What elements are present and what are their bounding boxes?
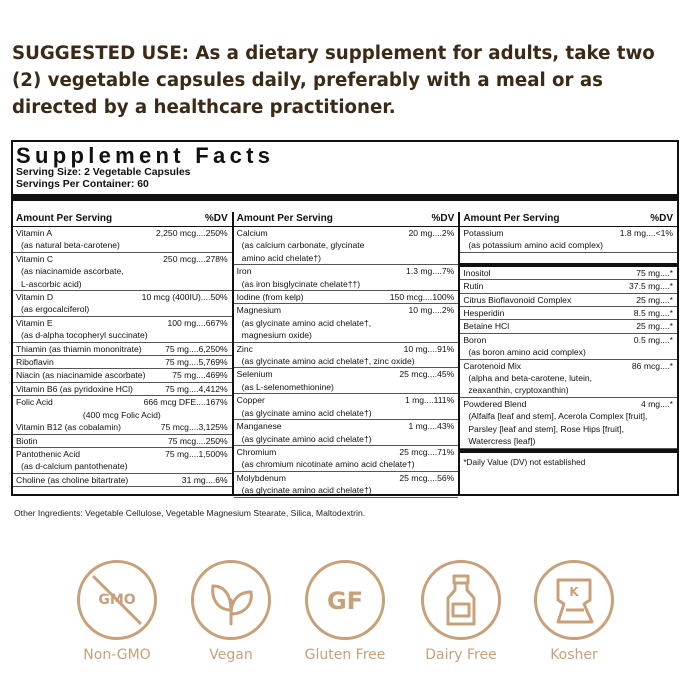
nutrient-source: L-ascorbic acid) <box>13 278 232 291</box>
nutrient-name: Pantothenic Acid <box>16 448 81 459</box>
nutrient-amount: 1 mg <box>408 421 428 432</box>
supplement-facts-panel <box>11 140 679 496</box>
nutrient-source: Parsley [leaf and stem], Rose Hips [fruit], <box>468 423 625 434</box>
nutrient-dv: 0.5 mg....* <box>633 334 673 345</box>
badge-kosher: K Kosher <box>529 560 619 663</box>
nutrient-dv: 2,250 mcg....250% <box>155 228 228 238</box>
nutrient-row <box>13 356 232 369</box>
leader-dots: .... <box>196 435 206 446</box>
nutrient-name: Boron <box>463 334 487 345</box>
leader-dots: .... <box>196 370 206 381</box>
nutrient-dv: 1 mg....43% <box>408 421 455 432</box>
column-header: Amount Per Serving %DV <box>460 212 677 227</box>
nutrient-dv: 75 mg....6,250% <box>165 343 228 354</box>
facts-title: Supplement Facts <box>16 143 275 168</box>
no-gmo-icon: GMO <box>77 560 157 640</box>
nutrient-name: Zinc <box>236 343 253 354</box>
leader-dots: .... <box>188 448 199 459</box>
nutrient-dv: 37.5 mg....* <box>629 281 673 292</box>
nutrient-row <box>460 227 677 239</box>
nutrient-source: (Alfalfa [leaf and stem], Acerola Complex [fruit], <box>468 411 648 422</box>
nutrient-row <box>234 446 459 458</box>
nutrient-source: (as glycinate amino acid chelate†, <box>241 317 372 328</box>
nutrient-source: (as niacinamide ascorbate, <box>21 266 124 277</box>
leader-dots: .... <box>427 472 438 483</box>
nutrient-note: (400 mcg Folic Acid) <box>82 409 161 420</box>
nutrient-source: (as d-calcium pantothenate) <box>13 460 232 473</box>
nutrient-row <box>234 304 459 316</box>
nutrient-dv: 25 mg....* <box>636 294 673 305</box>
nutrient-source: (alpha and beta-carotene, lutein, <box>468 373 593 384</box>
leader-dots: .... <box>188 343 199 354</box>
servings-per-container: Servings Per Container: 60 <box>16 179 149 190</box>
leader-dots: .... <box>645 228 656 238</box>
nutrient-name: Manganese <box>236 421 282 432</box>
leader-dots: .... <box>200 292 211 303</box>
nutrient-row <box>13 435 232 448</box>
nutrient-amount: 0.5 mg <box>633 334 661 345</box>
leaf-icon <box>191 560 271 640</box>
daily-value-footnote: *Daily Value (DV) not established <box>463 456 586 467</box>
nutrient-row <box>460 280 677 293</box>
nutrient-row <box>234 394 459 406</box>
nutrient-amount: 25 mcg <box>399 472 428 483</box>
nutrient-source: magnesium oxide) <box>234 329 459 342</box>
nutrient-name: Molybdenum <box>236 472 286 483</box>
nutrient-row <box>13 383 232 396</box>
nutrient-source: amino acid chelate†) <box>234 252 459 265</box>
nutrient-dv: 86 mcg....* <box>631 360 673 371</box>
nutrient-dv: 75 mcg....3,125% <box>160 422 228 433</box>
nutrient-row <box>13 448 232 460</box>
nutrient-dv: 75 mg....4,412% <box>165 383 228 394</box>
nutrient-dv: 1 mg....111% <box>404 395 455 406</box>
nutrient-row <box>234 265 459 277</box>
nutrient-source: (as chromium nicotinate amino acid chelate†) <box>234 458 459 471</box>
nutrient-source: zeaxanthin, cryptoxanthin) <box>460 384 677 397</box>
badge-row <box>0 560 690 680</box>
nutrient-dv: 25 mcg....45% <box>399 369 455 380</box>
nutrient-name: Potassium <box>463 228 504 238</box>
leader-dots: .... <box>188 357 199 368</box>
nutrient-amount: 75 mg <box>165 357 189 368</box>
nutrient-source: (as glycinate amino acid chelate†) <box>234 484 459 497</box>
nutrient-row <box>234 343 459 355</box>
nutrient-dv: 1.8 mg....<1% <box>619 228 673 238</box>
nutrient-row <box>13 227 232 239</box>
nutrient-amount: 2,250 mcg <box>155 228 197 238</box>
nutrient-dv: 31 mg....6% <box>181 474 228 485</box>
nutrient-amount: 31 mg <box>181 474 206 485</box>
nutrient-source: (as ergocalciferol) <box>13 303 232 316</box>
nutrient-dv: 75 mg....* <box>636 267 673 278</box>
nutrient-row <box>13 343 232 356</box>
nutrient-amount: 25 mcg <box>399 446 428 457</box>
nutrient-row <box>460 360 677 372</box>
leader-dots: .... <box>660 281 670 292</box>
nutrient-source: (as natural beta-carotene) <box>13 239 232 252</box>
nutrient-dv: 1.3 mg....7% <box>406 266 455 277</box>
nutrient-source: (as potassium amino acid complex) <box>460 239 677 252</box>
leader-dots: .... <box>196 397 206 408</box>
thick-divider <box>13 194 677 201</box>
nutrient-amount: 75 mg <box>172 370 197 381</box>
nutrient-amount: 1.3 mg <box>406 266 433 277</box>
nutrient-source: Watercress [leaf]) <box>460 435 677 448</box>
nutrient-name: Niacin (as niacinamide ascorbate) <box>16 370 146 381</box>
nutrient-row <box>13 396 232 408</box>
nutrient-source: (as boron amino acid complex) <box>460 346 677 359</box>
nutrient-name: Calcium <box>236 228 268 238</box>
leader-dots: .... <box>660 308 670 319</box>
nutrient-amount: 86 mcg <box>631 360 661 371</box>
facts-column-1 <box>13 212 234 494</box>
leader-dots: .... <box>422 292 433 303</box>
other-ingredients: Other Ingredients: Vegetable Cellulose, Vegetable Magnesium Stearate, Silica, Maltodextrin. <box>14 508 366 518</box>
nutrient-dv: 25 mcg....71% <box>399 446 455 457</box>
nutrient-dv: 10 mcg (400IU)....50% <box>141 292 228 303</box>
nutrient-name: Chromium <box>236 446 277 457</box>
nutrient-amount: 25 mg <box>636 321 661 332</box>
nutrient-name: Vitamin D <box>16 292 54 303</box>
badge-gluten-free: GF Gluten Free <box>300 560 390 663</box>
nutrient-row <box>460 334 677 346</box>
leader-dots: .... <box>432 305 442 316</box>
nutrient-amount: 666 mcg DFE <box>143 397 197 408</box>
nutrient-row <box>13 253 232 265</box>
leader-dots: .... <box>196 317 206 328</box>
nutrient-dv: 10 mg....2% <box>408 305 455 316</box>
nutrient-row <box>13 421 232 434</box>
nutrient-amount: 25 mg <box>636 294 661 305</box>
kosher-icon: K <box>534 560 614 640</box>
leader-dots: .... <box>205 474 216 485</box>
leader-dots: .... <box>660 267 670 278</box>
nutrient-amount: 37.5 mg <box>629 281 661 292</box>
nutrient-source: (as L-selenomethionine) <box>234 381 459 394</box>
nutrient-name: Betaine HCl <box>463 321 510 332</box>
column-header: Amount Per Serving %DV <box>13 212 232 227</box>
nutrient-name: Magnesium <box>236 305 282 316</box>
nutrient-row <box>13 291 232 303</box>
nutrient-name: Iodine (from kelp) <box>236 292 304 303</box>
nutrient-row <box>234 227 459 239</box>
nutrient-dv: 4 mg....* <box>640 398 673 409</box>
nutrient-source: (as d-alpha tocopheryl succinate) <box>13 329 232 342</box>
nutrient-amount: 20 mg <box>408 228 433 238</box>
nutrient-row <box>234 368 459 380</box>
nutrient-dv: 150 mcg....100% <box>389 292 455 303</box>
leader-dots: .... <box>427 446 438 457</box>
nutrient-row <box>234 291 459 304</box>
nutrient-amount: 75 mg <box>165 383 189 394</box>
leader-dots: .... <box>660 321 670 332</box>
leader-dots: .... <box>432 266 442 277</box>
nutrient-name: Vitamin A <box>16 228 53 238</box>
nutrient-name: Inositol <box>463 267 491 278</box>
serving-size: Serving Size: 2 Vegetable Capsules <box>16 167 191 178</box>
nutrient-source: (as glycinate amino acid chelate†) <box>234 433 459 446</box>
nutrient-name: Iron <box>236 266 252 277</box>
nutrient-amount: 75 mg <box>636 267 661 278</box>
nutrient-amount: 25 mcg <box>399 369 428 380</box>
nutrient-amount: 75 mg <box>165 343 189 354</box>
badge-dairy-free: Dairy Free <box>416 560 506 663</box>
nutrient-source: (as iron bisglycinate chelate††) <box>234 278 459 291</box>
nutrient-name: Vitamin C <box>16 253 54 264</box>
nutrient-dv: 100 mg....667% <box>167 317 228 328</box>
leader-dots: .... <box>427 343 438 354</box>
nutrient-dv: 75 mcg....250% <box>167 435 228 446</box>
nutrient-name: Riboflavin <box>16 357 54 368</box>
nutrient-name: Powdered Blend <box>463 398 527 409</box>
milk-bottle-icon <box>421 560 501 640</box>
leader-dots: .... <box>427 421 438 432</box>
nutrient-dv: 666 mcg DFE....167% <box>143 397 228 408</box>
nutrient-name: Carotenoid Mix <box>463 360 522 371</box>
nutrient-row <box>234 472 459 484</box>
nutrient-row <box>13 369 232 382</box>
nutrient-amount: 75 mcg <box>160 422 189 433</box>
nutrient-name: Copper <box>236 395 265 406</box>
nutrient-dv: 8.5 mg....* <box>633 308 673 319</box>
badge-vegan: Vegan <box>186 560 276 663</box>
nutrient-amount: 10 mg <box>408 305 433 316</box>
nutrient-amount: 1 mg <box>404 395 425 406</box>
nutrient-source: (as glycinate amino acid chelate†) <box>234 407 459 420</box>
nutrient-name: Citrus Bioflavonoid Complex <box>463 294 572 305</box>
nutrient-row <box>460 398 677 410</box>
nutrient-name: Folic Acid <box>16 397 53 408</box>
leader-dots: .... <box>660 334 670 345</box>
column-header: Amount Per Serving %DV <box>234 212 459 227</box>
nutrient-name: Rutin <box>463 281 484 292</box>
nutrient-dv: 75 mg....5,769% <box>165 357 228 368</box>
nutrient-name: Selenium <box>236 369 273 380</box>
leader-dots: .... <box>196 228 206 238</box>
nutrient-row <box>460 307 677 320</box>
nutrient-name: Biotin <box>16 435 38 446</box>
leader-dots: .... <box>660 294 670 305</box>
badge-non-gmo: GMO Non-GMO <box>72 560 162 663</box>
nutrient-dv: 75 mg....469% <box>172 370 228 381</box>
nutrient-amount: 250 mcg <box>163 253 197 264</box>
leader-dots: .... <box>427 369 438 380</box>
leader-dots: .... <box>196 253 206 264</box>
nutrient-amount: 4 mg <box>640 398 661 409</box>
nutrient-dv: 25 mg....* <box>636 321 673 332</box>
nutrient-name: Thiamin (as thiamin mononitrate) <box>16 343 142 354</box>
nutrient-row <box>460 320 677 333</box>
nutrient-amount: 10 mcg (400IU) <box>141 292 201 303</box>
nutrient-amount: 150 mcg <box>389 292 423 303</box>
nutrient-dv: 25 mcg....56% <box>399 472 455 483</box>
nutrient-dv: 75 mg....1,500% <box>165 448 228 459</box>
nutrient-dv: 10 mg....91% <box>403 343 455 354</box>
nutrient-amount: 75 mg <box>165 448 189 459</box>
nutrient-amount: 10 mg <box>403 343 428 354</box>
nutrient-amount: 75 mcg <box>167 435 197 446</box>
leader-dots: .... <box>188 422 199 433</box>
suggested-use-text: SUGGESTED USE: As a dietary supplement for adults, take two (2) vegetable capsules daily, preferably with a meal or as directed by a healthcare practitioner. <box>12 43 655 118</box>
leader-dots: .... <box>432 228 442 238</box>
facts-column-3 <box>460 212 677 494</box>
nutrient-name: Choline (as choline bitartrate) <box>16 474 129 485</box>
leader-dots: .... <box>660 360 670 371</box>
nutrient-amount: 1.8 mg <box>619 228 646 238</box>
nutrient-amount: 100 mg <box>167 317 197 328</box>
nutrient-source: (as glycinate amino acid chelate†, zinc oxide) <box>234 355 459 368</box>
nutrient-row <box>460 267 677 280</box>
leader-dots: .... <box>660 398 670 409</box>
leader-dots: .... <box>424 395 434 406</box>
nutrient-name: Hesperidin <box>463 308 505 319</box>
nutrient-row <box>13 474 232 487</box>
nutrient-row <box>234 420 459 432</box>
nutrient-row <box>460 294 677 307</box>
nutrient-dv: 250 mcg....278% <box>163 253 228 264</box>
nutrient-name: Vitamin E <box>16 317 53 328</box>
facts-column-2 <box>234 212 461 494</box>
nutrient-dv: 20 mg....2% <box>408 228 455 238</box>
leader-dots: .... <box>188 383 199 394</box>
nutrient-name: Vitamin B6 (as pyridoxine HCl) <box>16 383 133 394</box>
nutrient-amount: 8.5 mg <box>633 308 661 319</box>
nutrient-source: (as calcium carbonate, glycinate <box>241 240 365 251</box>
nutrient-name: Vitamin B12 (as cobalamin) <box>16 422 121 433</box>
nutrient-row <box>13 317 232 329</box>
gluten-free-icon: GF <box>305 560 385 640</box>
